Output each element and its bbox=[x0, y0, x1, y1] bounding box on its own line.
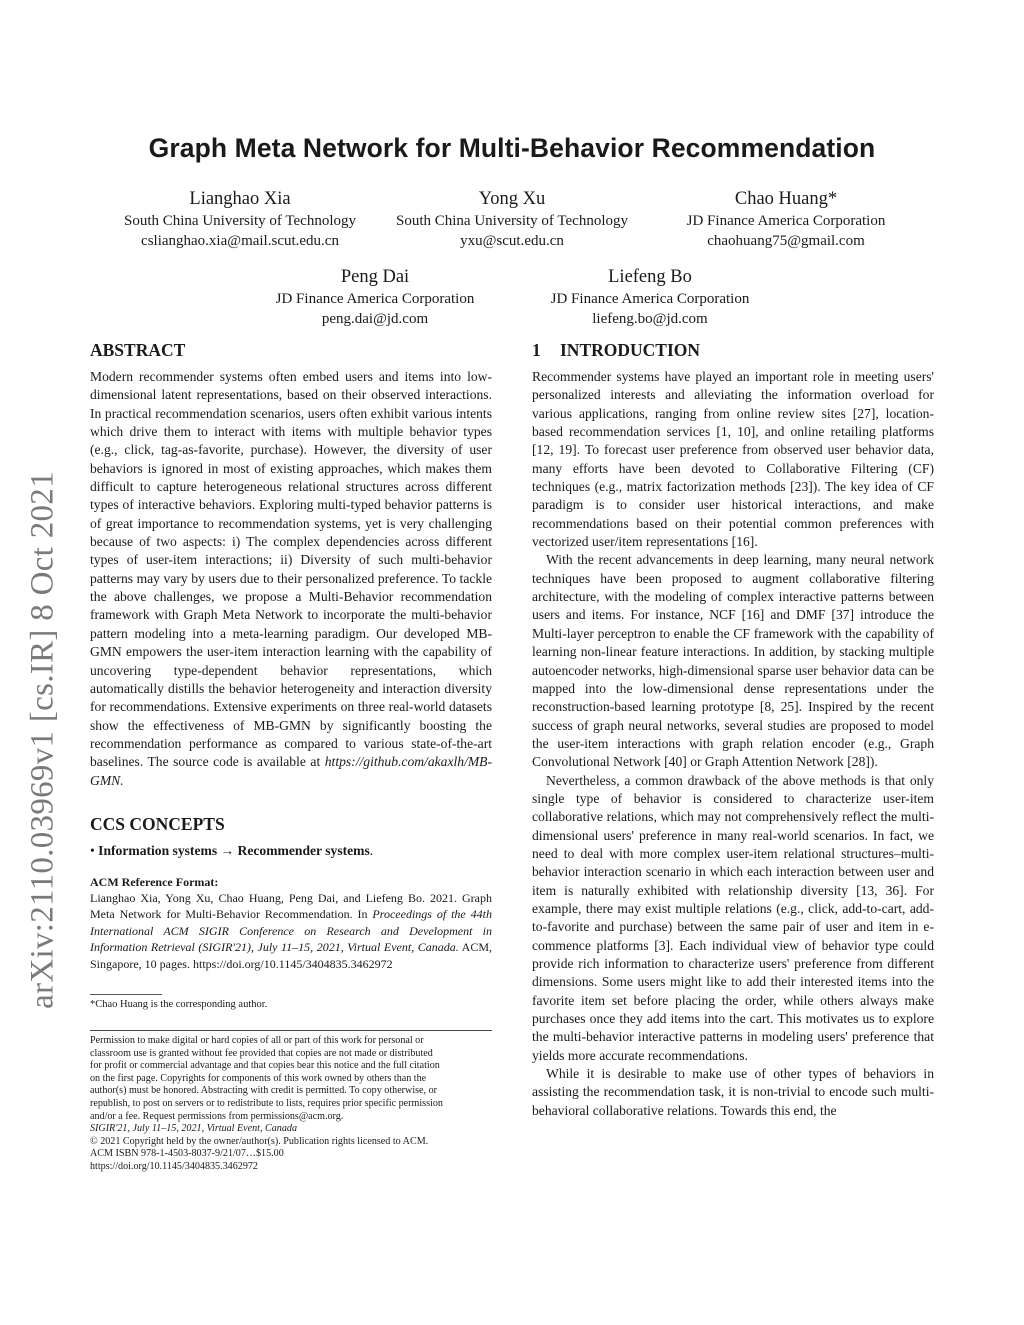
section-number: 1 bbox=[532, 340, 541, 360]
author-affiliation: JD Finance America Corporation bbox=[550, 291, 750, 307]
author-email: cslianghao.xia@mail.scut.edu.cn bbox=[141, 233, 339, 249]
doi-link[interactable]: https://doi.org/10.1145/3404835.3462972 bbox=[90, 1160, 258, 1172]
author-name: Liefeng Bo bbox=[608, 267, 692, 287]
author-affiliation: South China University of Technology bbox=[396, 213, 628, 229]
author-name: Lianghao Xia bbox=[189, 189, 291, 209]
ccs-period: . bbox=[369, 842, 374, 858]
author-block bbox=[255, 266, 495, 329]
ccs-item-information-systems: Information systems bbox=[98, 842, 218, 858]
permission-line: Permission to make digital or hard copies of all or part of this work for personal or bbox=[90, 1035, 424, 1046]
abstract-body: Modern recommender systems often embed users and items into low-dimensional latent representations, based on their observed interactions. In practical recommendation scenarios, users often exhibit various intents which drive them to interact with items with multiple behavior types (e.g., click, tag-as-favorite, purchase). However, the diversity of user behaviors is ignored in most of existing approaches, which makes them difficult to capture heterogeneous relational structures across different types of interactive behaviors. Exploring multi-typed behavior patterns is of great importance to recommendation systems, yet is very challenging because of two aspects: i) The complex dependencies across different types of user-item interactions; ii) Diversity of such multi-behavior patterns may vary by users due to their personalized preference. To tackle the above challenges, we propose a Multi-Behavior recommendation framework with Graph Meta Network to incorporate the multi-behavior pattern modeling into a meta-learning paradigm. Our developed MB-GMN empowers the user-item interaction learning with the capability of uncovering type-dependent behavior representations, which automatically distills the behavior heterogeneity and interaction diversity for recommendations. Extensive experiments on three real-world datasets show the effectiveness of MB-GMN by significantly boosting the recommendation performance as compared to various state-of-the-art baselines. The source code is available at bbox=[90, 369, 492, 770]
copyright-line: © 2021 Copyright held by the owner/author(s). Publication rights licensed to ACM. bbox=[90, 1135, 429, 1147]
permission-line: and/or a fee. Request permissions from permissions@acm.org. bbox=[90, 1110, 344, 1122]
permission-line: classroom use is granted without fee provided that copies are not made or distributed bbox=[90, 1047, 433, 1059]
permission-line: on the first page. Copyrights for components of this work owned by others than the bbox=[90, 1072, 427, 1084]
author-name: Yong Xu bbox=[478, 189, 546, 209]
author-affiliation: South China University of Technology bbox=[124, 213, 356, 229]
ccs-bullet: • bbox=[90, 842, 95, 858]
paper-title: Graph Meta Network for Multi-Behavior Recommendation bbox=[148, 133, 876, 163]
author-block bbox=[110, 188, 370, 251]
ccs-heading: CCS CONCEPTS bbox=[90, 813, 225, 834]
permission-divider bbox=[90, 1030, 492, 1031]
author-block bbox=[530, 266, 770, 329]
permission-block bbox=[90, 1035, 492, 1174]
abstract-text bbox=[90, 368, 492, 790]
permission-line: republish, to post on servers or to redistribute to lists, requires prior specific permission bbox=[90, 1097, 443, 1109]
left-column bbox=[90, 340, 492, 972]
intro-paragraph: While it is desirable to make use of other types of behaviors in assisting the recommendation task, it is non-trivial to encode such multi-behavioral collaborative relations. Towards this end, the bbox=[532, 1066, 934, 1118]
right-column bbox=[532, 340, 934, 1120]
author-name: Peng Dai bbox=[340, 267, 410, 287]
intro-paragraph: Nevertheless, a common drawback of the above methods is that only single type of behavior is considered to characterize user-item collaborative relations, which may not comprehensively reflect the multi-dimensional users' preference in many real-world scenarios. In fact, we need to deal with more complex user-item relational structures–multi-behavior interaction scenario in which each interaction between user and item is naturally exhibited with relationship diversity [13, 36]. For example, there may exist multiple relations (e.g., click, add-to-cart, add-to-favorite and purchase) between the same pair of user and item in e-commence platforms [3]. Each individual view of behavior type could provide rich information to characterize users' preference from different dimensions. Some users might like to add their interested items into the favorite item set before placing the order, while others always make purchases once they add items into the cart. This motivates us to explore the multi-behavior interactive patterns in modeling users' preference that yields more accurate recommendations. bbox=[532, 772, 934, 1063]
conference-line: SIGIR'21, July 11–15, 2021, Virtual Event, Canada bbox=[90, 1123, 297, 1135]
author-name: Chao Huang* bbox=[734, 189, 838, 209]
author-email: peng.dai@jd.com bbox=[321, 311, 429, 327]
permission-line: for profit or commercial advantage and that copies bear this notice and the full citation bbox=[90, 1060, 440, 1072]
intro-paragraph: With the recent advancements in deep learning, many neural network techniques have been proposed to augment collaborative filtering architecture, with the modeling of complex interactive patterns between users and items. For instance, NCF [16] and DMF [37] introduce the Multi-layer perceptron to enable the CF framework with the capability of learning non-linear feature interactions. In addition, by stacking multiple autoencoder networks, high-dimensional sparse user behavior data can be mapped into the low-dimensional dense representations under the reconstruction-based learning prototype [8, 25]. Inspired by the recent success of graph neural networks, several studies are proposed to model the user-item interactions with graph relation encoder (e.g., Graph Convolutional Network [40] or Graph Attention Network [28]). bbox=[532, 552, 934, 770]
author-block bbox=[666, 188, 906, 251]
source-code-link[interactable]: https://github.com/akaxlh/MB-GMN. bbox=[90, 754, 492, 788]
abstract-heading: ABSTRACT bbox=[90, 340, 186, 360]
author-email: liefeng.bo@jd.com bbox=[592, 311, 708, 327]
acm-reference-body bbox=[90, 890, 492, 973]
arxiv-identifier: arXiv:2110.03969v1 [cs.IR] 8 Oct 2021 bbox=[24, 471, 61, 1009]
acm-reference-heading: ACM Reference Format: bbox=[90, 874, 219, 889]
isbn-line: ACM ISBN 978-1-4503-8037-9/21/07…$15.00 bbox=[90, 1148, 284, 1160]
intro-paragraph: Recommender systems have played an important role in meeting users' personalized interests and alleviating the information overload for various applications, ranging from online review sites [27], location-based recommendation services [1, 10], and online retailing platforms [12, 19]. To forecast user preference from observed user behavior data, many efforts have been devoted to Collaborative Filtering (CF) techniques (e.g., matrix factorization methods [23]). The key idea of CF paradigm is to consider user historical interactions, and make recommendations based on their potential common preferences with vectorized user/item representations [16]. bbox=[532, 369, 934, 550]
author-email: yxu@scut.edu.cn bbox=[460, 233, 564, 249]
acm-reference-venue: Proceedings of the 44th International ACM SIGIR Conference on Research and Development in Information Retrieval (SIGIR'21), July 11–15, 2021, Virtual Event, Canada. bbox=[90, 907, 493, 955]
section-heading bbox=[532, 340, 934, 360]
author-email: chaohuang75@gmail.com bbox=[707, 233, 865, 249]
author-affiliation: JD Finance America Corporation bbox=[275, 291, 475, 307]
section-title: INTRODUCTION bbox=[560, 340, 701, 360]
footnote: *Chao Huang is the corresponding author. bbox=[90, 999, 268, 1010]
acm-reference-authors: Lianghao Xia, Yong Xu, Chao Huang, Peng Dai, and Liefeng Bo. 2021. Graph Meta Network for Multi-Behavior Recommendation. In bbox=[90, 890, 492, 922]
author-block bbox=[382, 188, 642, 251]
ccs-concepts bbox=[90, 842, 492, 860]
acm-reference-tail: ACM, Singapore, 10 pages. https://doi.org/10.1145/3404835.3462972 bbox=[90, 940, 492, 971]
ccs-item-recommender-systems: Recommender systems bbox=[237, 842, 370, 858]
footnote-divider bbox=[90, 994, 162, 995]
author-affiliation: JD Finance America Corporation bbox=[686, 213, 886, 229]
arrow-icon: → bbox=[220, 842, 235, 858]
permission-line: author(s) must be honored. Abstracting with credit is permitted. To copy otherwise, or bbox=[90, 1085, 437, 1097]
